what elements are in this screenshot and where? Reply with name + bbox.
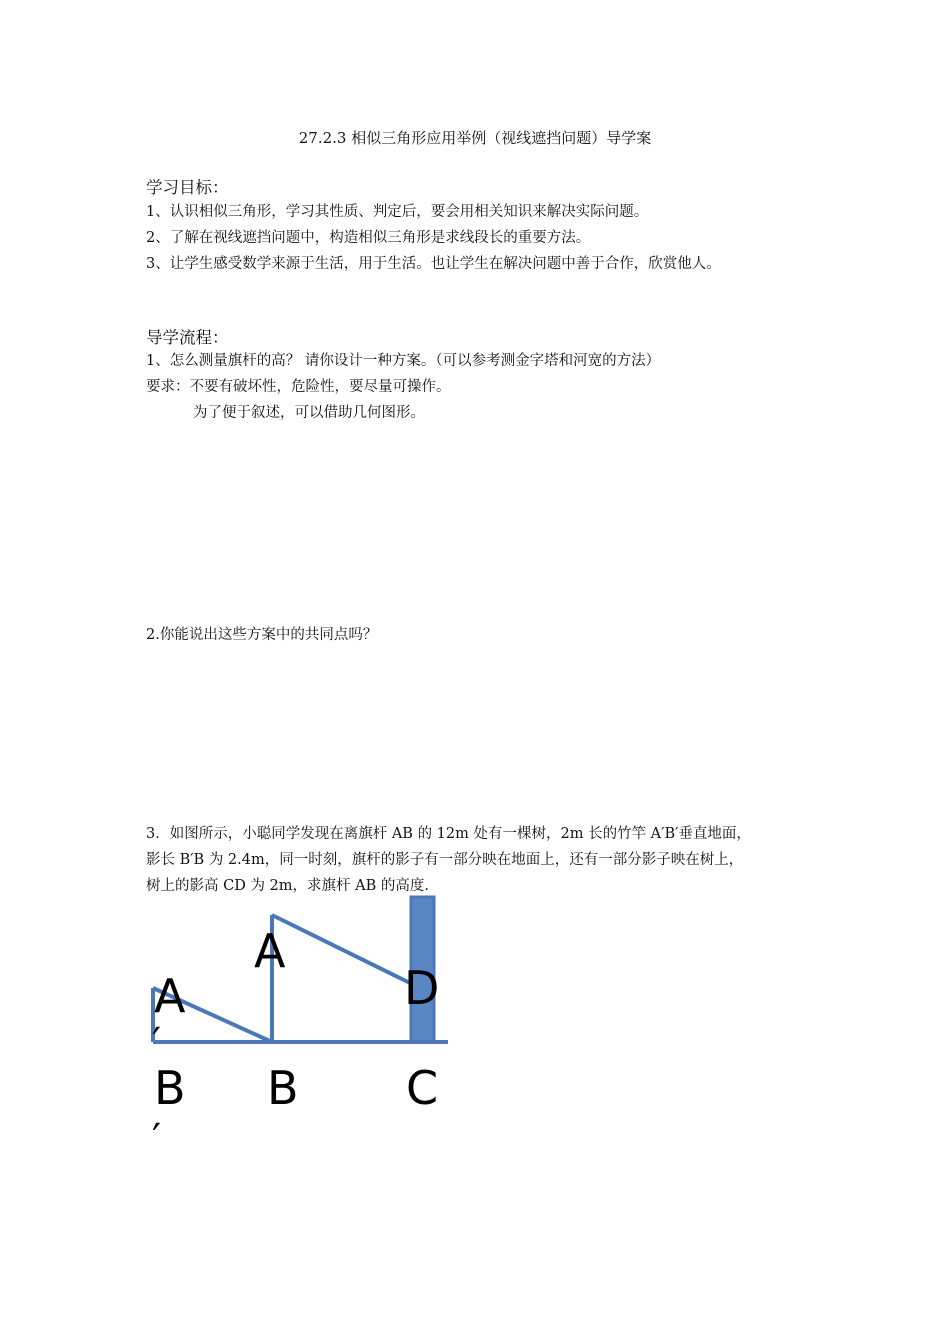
label-b-prime: B [154, 1061, 186, 1115]
process-heading: 导学流程： [146, 328, 229, 347]
label-a-prime: A [154, 969, 186, 1023]
label-d: D [404, 961, 440, 1015]
question-3-line-1: 3．如图所示，小聪同学发现在离旗杆 AB 的 12m 处有一棵树，2m 长的竹竿 A′B′垂直地面， [146, 826, 751, 842]
flagpole-shadow-figure [140, 885, 470, 1175]
label-b-prime-mark: ′ [152, 1116, 162, 1162]
question-3-line-3: 树上的影高 CD 为 2m，求旗杆 AB 的高度. [146, 878, 429, 894]
objective-item-3: 3、让学生感受数学来源于生活，用于生活。也让学生在解决问题中善于合作，欣赏他人。 [146, 256, 721, 272]
question-1-note: 为了便于叙述，可以借助几何图形。 [193, 405, 425, 421]
question-2: 2.你能说出这些方案中的共同点吗？ [146, 627, 378, 643]
question-3-line-2: 影长 B′B 为 2.4m，同一时刻，旗杆的影子有一部分映在地面上，还有一部分影子映在树上， [146, 852, 744, 868]
sight-line-large [272, 915, 412, 984]
question-1-requirement: 要求：不要有破坏性，危险性，要尽量可操作。 [146, 379, 451, 395]
label-a-prime-mark: ′ [152, 1020, 162, 1066]
document-title: 27.2.3 相似三角形应用举例（视线遮挡问题）导学案 [298, 129, 652, 147]
objective-item-2: 2、了解在视线遮挡问题中，构造相似三角形是求线段长的重要方法。 [146, 230, 591, 246]
label-c: C [406, 1061, 439, 1115]
label-a: A [254, 924, 286, 978]
objectives-heading: 学习目标： [146, 178, 229, 197]
objective-item-1: 1、认识相似三角形，学习其性质、判定后，要会用相关知识来解决实际问题。 [146, 204, 649, 220]
question-1: 1、怎么测量旗杆的高？ 请你设计一种方案。（可以参考测金字塔和河宽的方法） [146, 353, 661, 369]
label-b: B [267, 1061, 299, 1115]
